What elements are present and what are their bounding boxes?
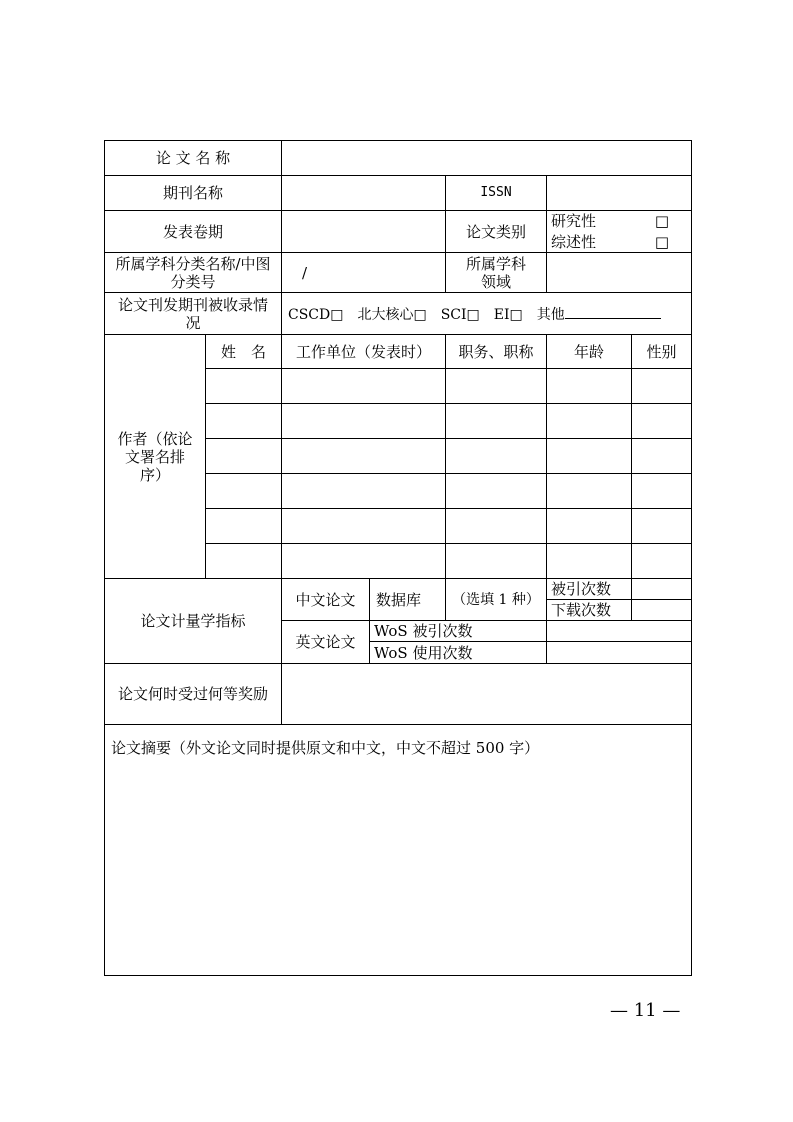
database-choose-field[interactable]: （选填 1 种） bbox=[446, 579, 547, 621]
cited-count-field[interactable] bbox=[632, 579, 692, 600]
author-work-unit-cell[interactable] bbox=[282, 369, 446, 404]
author-gender-cell[interactable] bbox=[632, 509, 692, 544]
abstract-section[interactable] bbox=[105, 724, 692, 975]
author-name-cell[interactable] bbox=[206, 369, 282, 404]
cited-count-label: 被引次数 bbox=[547, 579, 632, 600]
author-gender-cell[interactable] bbox=[632, 369, 692, 404]
indexing-options[interactable]: CSCD□ 北大核心□ SCI□ EI□ 其他 bbox=[282, 293, 692, 335]
author-age-cell[interactable] bbox=[547, 369, 632, 404]
author-position-cell[interactable] bbox=[446, 509, 547, 544]
abstract-label: 论文摘要（外文论文同时提供原文和中文，中文不超过 500 字） bbox=[111, 738, 540, 757]
author-position-header: 职务、职称 bbox=[446, 335, 547, 369]
application-form-table bbox=[104, 140, 692, 976]
journal-name-label: 期刊名称 bbox=[105, 176, 282, 211]
paper-type-review-checkbox[interactable]: □ bbox=[654, 232, 670, 251]
author-name-cell[interactable] bbox=[206, 439, 282, 474]
author-position-cell[interactable] bbox=[446, 369, 547, 404]
download-count-field[interactable] bbox=[632, 600, 692, 621]
paper-type-review: 综述性 bbox=[551, 232, 597, 251]
author-name-header: 姓 名 bbox=[206, 335, 282, 369]
database-label: 数据库 bbox=[370, 579, 446, 621]
author-name-cell[interactable] bbox=[206, 404, 282, 439]
author-gender-cell[interactable] bbox=[632, 404, 692, 439]
wos-usage-field[interactable] bbox=[547, 642, 691, 663]
author-name-cell[interactable] bbox=[206, 544, 282, 579]
author-position-cell[interactable] bbox=[446, 404, 547, 439]
author-work-unit-cell[interactable] bbox=[282, 439, 446, 474]
english-paper-label: 英文论文 bbox=[282, 621, 370, 663]
field-label: 所属学科领域 bbox=[446, 253, 547, 293]
wos-value-split bbox=[547, 621, 692, 663]
author-age-cell[interactable] bbox=[547, 404, 632, 439]
author-age-cell[interactable] bbox=[547, 439, 632, 474]
paper-type-options bbox=[547, 211, 692, 253]
paper-type-research-checkbox[interactable]: □ bbox=[654, 212, 670, 231]
author-position-cell[interactable] bbox=[446, 439, 547, 474]
journal-name-field[interactable] bbox=[282, 176, 446, 211]
author-gender-cell[interactable] bbox=[632, 544, 692, 579]
author-work-unit-cell[interactable] bbox=[282, 404, 446, 439]
paper-title-label: 论 文 名 称 bbox=[105, 141, 282, 176]
subject-classification-field[interactable]: / bbox=[282, 253, 446, 293]
wos-cited-field[interactable] bbox=[547, 621, 691, 642]
issn-label: ISSN bbox=[446, 176, 547, 211]
author-name-cell[interactable] bbox=[206, 509, 282, 544]
author-gender-cell[interactable] bbox=[632, 439, 692, 474]
author-age-cell[interactable] bbox=[547, 544, 632, 579]
author-age-cell[interactable] bbox=[547, 509, 632, 544]
chinese-paper-label: 中文论文 bbox=[282, 579, 370, 621]
author-work-unit-cell[interactable] bbox=[282, 474, 446, 509]
page-number: — 11 — bbox=[610, 1000, 681, 1021]
author-gender-cell[interactable] bbox=[632, 474, 692, 509]
awards-label: 论文何时受过何等奖励 bbox=[105, 663, 282, 724]
author-gender-header: 性别 bbox=[632, 335, 692, 369]
wos-usage-label: WoS 使用次数 bbox=[374, 643, 473, 662]
chinese-metrics-split bbox=[547, 579, 692, 621]
volume-issue-label: 发表卷期 bbox=[105, 211, 282, 253]
volume-issue-field[interactable] bbox=[282, 211, 446, 253]
author-name-cell[interactable] bbox=[206, 474, 282, 509]
field-value[interactable] bbox=[547, 253, 692, 293]
author-age-cell[interactable] bbox=[547, 474, 632, 509]
wos-cited-label: WoS 被引次数 bbox=[370, 621, 546, 642]
author-work-unit-header: 工作单位（发表时） bbox=[282, 335, 446, 369]
authors-label: 作者（依论文署名排序） bbox=[105, 335, 206, 579]
author-position-cell[interactable] bbox=[446, 544, 547, 579]
other-underline[interactable] bbox=[565, 304, 661, 319]
paper-type-research: 研究性 bbox=[551, 212, 597, 231]
paper-type-label: 论文类别 bbox=[446, 211, 547, 253]
subject-classification-label: 所属学科分类名称/中图分类号 bbox=[105, 253, 282, 293]
author-work-unit-cell[interactable] bbox=[282, 509, 446, 544]
awards-field[interactable] bbox=[282, 663, 692, 724]
wos-label-split bbox=[370, 621, 547, 663]
author-age-header: 年龄 bbox=[547, 335, 632, 369]
download-count-label: 下载次数 bbox=[547, 600, 632, 621]
author-position-cell[interactable] bbox=[446, 474, 547, 509]
metrics-label: 论文计量学指标 bbox=[105, 579, 282, 663]
issn-field[interactable] bbox=[547, 176, 692, 211]
author-work-unit-cell[interactable] bbox=[282, 544, 446, 579]
paper-title-field[interactable] bbox=[282, 141, 692, 176]
indexing-label: 论文刊发期刊被收录情况 bbox=[105, 293, 282, 335]
